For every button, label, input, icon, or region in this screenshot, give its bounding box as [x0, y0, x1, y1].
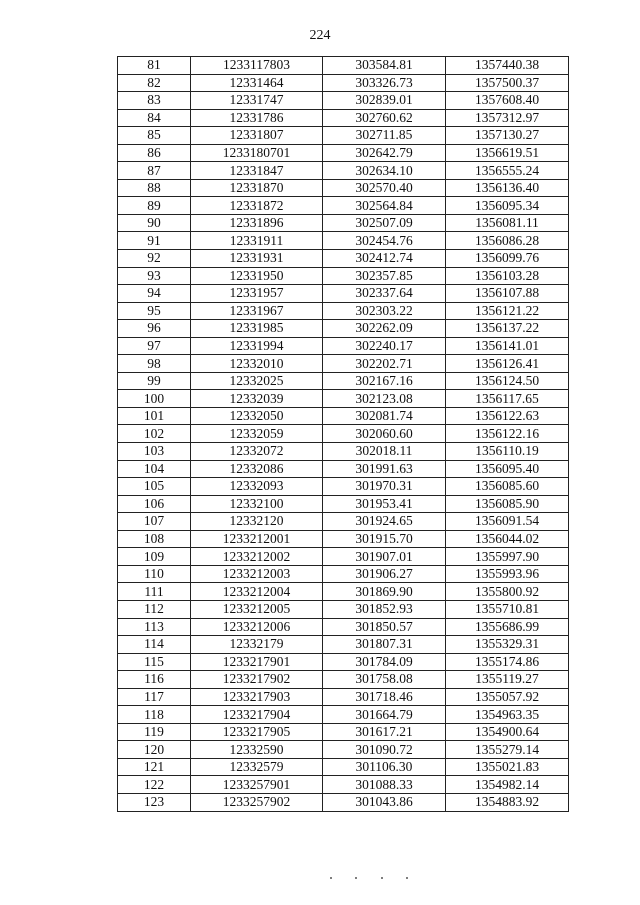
- point-id-cell: 1233257902: [191, 793, 323, 811]
- table-row: [118, 92, 569, 110]
- point-id-cell: 12331786: [191, 109, 323, 127]
- point-id-cell: 12331985: [191, 320, 323, 338]
- x-coordinate-cell: 302018.11: [323, 443, 446, 461]
- point-number-cell: 90: [118, 214, 191, 232]
- speckle: [406, 877, 408, 879]
- point-id-cell: 1233217901: [191, 653, 323, 671]
- point-id-cell: 12332120: [191, 513, 323, 531]
- x-coordinate-cell: 302570.40: [323, 179, 446, 197]
- table-row: [118, 706, 569, 724]
- point-id-cell: 12332039: [191, 390, 323, 408]
- point-id-cell: 12332093: [191, 478, 323, 496]
- table-row: [118, 636, 569, 654]
- table-row: [118, 337, 569, 355]
- table-row: [118, 214, 569, 232]
- point-number-cell: 96: [118, 320, 191, 338]
- point-number-cell: 84: [118, 109, 191, 127]
- x-coordinate-cell: 302202.71: [323, 355, 446, 373]
- table-row: [118, 179, 569, 197]
- y-coordinate-cell: 1357500.37: [446, 74, 569, 92]
- point-number-cell: 103: [118, 443, 191, 461]
- y-coordinate-cell: 1355997.90: [446, 548, 569, 566]
- y-coordinate-cell: 1354963.35: [446, 706, 569, 724]
- point-id-cell: 12331870: [191, 179, 323, 197]
- x-coordinate-cell: 301617.21: [323, 723, 446, 741]
- point-id-cell: 12331911: [191, 232, 323, 250]
- point-id-cell: 12331931: [191, 250, 323, 268]
- y-coordinate-cell: 1356085.90: [446, 495, 569, 513]
- point-number-cell: 106: [118, 495, 191, 513]
- point-number-cell: 114: [118, 636, 191, 654]
- point-id-cell: 1233212004: [191, 583, 323, 601]
- y-coordinate-cell: 1356099.76: [446, 250, 569, 268]
- point-number-cell: 85: [118, 127, 191, 145]
- point-number-cell: 108: [118, 530, 191, 548]
- x-coordinate-cell: 301043.86: [323, 793, 446, 811]
- x-coordinate-cell: 301924.65: [323, 513, 446, 531]
- y-coordinate-cell: 1355021.83: [446, 758, 569, 776]
- y-coordinate-cell: 1355329.31: [446, 636, 569, 654]
- point-id-cell: 12331957: [191, 285, 323, 303]
- x-coordinate-cell: 301850.57: [323, 618, 446, 636]
- x-coordinate-cell: 301088.33: [323, 776, 446, 794]
- y-coordinate-cell: 1356095.34: [446, 197, 569, 215]
- x-coordinate-cell: 302060.60: [323, 425, 446, 443]
- point-number-cell: 121: [118, 758, 191, 776]
- x-coordinate-cell: 302167.16: [323, 372, 446, 390]
- y-coordinate-cell: 1356103.28: [446, 267, 569, 285]
- x-coordinate-cell: 301915.70: [323, 530, 446, 548]
- point-number-cell: 95: [118, 302, 191, 320]
- point-id-cell: 12332086: [191, 460, 323, 478]
- y-coordinate-cell: 1354900.64: [446, 723, 569, 741]
- y-coordinate-cell: 1356141.01: [446, 337, 569, 355]
- point-number-cell: 119: [118, 723, 191, 741]
- table-row: [118, 267, 569, 285]
- y-coordinate-cell: 1356117.65: [446, 390, 569, 408]
- y-coordinate-cell: 1356126.41: [446, 355, 569, 373]
- table-row: [118, 250, 569, 268]
- point-id-cell: 12332059: [191, 425, 323, 443]
- coordinates-table: [117, 56, 569, 812]
- point-number-cell: 105: [118, 478, 191, 496]
- point-id-cell: 1233212002: [191, 548, 323, 566]
- point-id-cell: 1233217903: [191, 688, 323, 706]
- x-coordinate-cell: 302711.85: [323, 127, 446, 145]
- x-coordinate-cell: 301852.93: [323, 600, 446, 618]
- x-coordinate-cell: 302123.08: [323, 390, 446, 408]
- table-row: [118, 478, 569, 496]
- table-row: [118, 372, 569, 390]
- table-row: [118, 407, 569, 425]
- point-id-cell: 12331747: [191, 92, 323, 110]
- point-id-cell: 12332025: [191, 372, 323, 390]
- table-row: [118, 302, 569, 320]
- table-row: [118, 74, 569, 92]
- point-id-cell: 12332010: [191, 355, 323, 373]
- x-coordinate-cell: 301106.30: [323, 758, 446, 776]
- table-row: [118, 723, 569, 741]
- point-id-cell: 12331994: [191, 337, 323, 355]
- y-coordinate-cell: 1355279.14: [446, 741, 569, 759]
- point-id-cell: 1233212006: [191, 618, 323, 636]
- y-coordinate-cell: 1356110.19: [446, 443, 569, 461]
- y-coordinate-cell: 1354982.14: [446, 776, 569, 794]
- x-coordinate-cell: 301784.09: [323, 653, 446, 671]
- point-number-cell: 118: [118, 706, 191, 724]
- point-id-cell: 1233217902: [191, 671, 323, 689]
- table-row: [118, 495, 569, 513]
- x-coordinate-cell: 302357.85: [323, 267, 446, 285]
- point-number-cell: 116: [118, 671, 191, 689]
- y-coordinate-cell: 1356095.40: [446, 460, 569, 478]
- table-row: [118, 653, 569, 671]
- table-row: [118, 618, 569, 636]
- x-coordinate-cell: 302760.62: [323, 109, 446, 127]
- table-row: [118, 232, 569, 250]
- point-number-cell: 82: [118, 74, 191, 92]
- table-row: [118, 671, 569, 689]
- y-coordinate-cell: 1356122.16: [446, 425, 569, 443]
- point-number-cell: 117: [118, 688, 191, 706]
- table-row: [118, 513, 569, 531]
- y-coordinate-cell: 1357440.38: [446, 57, 569, 75]
- point-number-cell: 94: [118, 285, 191, 303]
- x-coordinate-cell: 302081.74: [323, 407, 446, 425]
- coordinates-table-body: [118, 57, 569, 812]
- point-number-cell: 120: [118, 741, 191, 759]
- point-id-cell: 1233180701: [191, 144, 323, 162]
- x-coordinate-cell: 301758.08: [323, 671, 446, 689]
- y-coordinate-cell: 1356137.22: [446, 320, 569, 338]
- point-number-cell: 104: [118, 460, 191, 478]
- point-id-cell: 12331967: [191, 302, 323, 320]
- point-number-cell: 86: [118, 144, 191, 162]
- table-row: [118, 320, 569, 338]
- x-coordinate-cell: 302303.22: [323, 302, 446, 320]
- speckle: [355, 877, 357, 879]
- point-id-cell: 12332050: [191, 407, 323, 425]
- point-number-cell: 87: [118, 162, 191, 180]
- point-id-cell: 1233217905: [191, 723, 323, 741]
- y-coordinate-cell: 1356619.51: [446, 144, 569, 162]
- table-row: [118, 285, 569, 303]
- table-row: [118, 162, 569, 180]
- y-coordinate-cell: 1356107.88: [446, 285, 569, 303]
- y-coordinate-cell: 1356081.11: [446, 214, 569, 232]
- x-coordinate-cell: 301991.63: [323, 460, 446, 478]
- y-coordinate-cell: 1355686.99: [446, 618, 569, 636]
- point-number-cell: 113: [118, 618, 191, 636]
- y-coordinate-cell: 1356555.24: [446, 162, 569, 180]
- point-id-cell: 1233217904: [191, 706, 323, 724]
- y-coordinate-cell: 1357312.97: [446, 109, 569, 127]
- table-row: [118, 776, 569, 794]
- point-number-cell: 123: [118, 793, 191, 811]
- table-row: [118, 565, 569, 583]
- point-number-cell: 81: [118, 57, 191, 75]
- point-number-cell: 110: [118, 565, 191, 583]
- y-coordinate-cell: 1354883.92: [446, 793, 569, 811]
- x-coordinate-cell: 301953.41: [323, 495, 446, 513]
- y-coordinate-cell: 1356124.50: [446, 372, 569, 390]
- point-number-cell: 112: [118, 600, 191, 618]
- y-coordinate-cell: 1356121.22: [446, 302, 569, 320]
- x-coordinate-cell: 301090.72: [323, 741, 446, 759]
- table-row: [118, 443, 569, 461]
- table-row: [118, 758, 569, 776]
- table-row: [118, 583, 569, 601]
- x-coordinate-cell: 301970.31: [323, 478, 446, 496]
- x-coordinate-cell: 302642.79: [323, 144, 446, 162]
- point-number-cell: 101: [118, 407, 191, 425]
- y-coordinate-cell: 1356122.63: [446, 407, 569, 425]
- point-number-cell: 100: [118, 390, 191, 408]
- table-row: [118, 548, 569, 566]
- point-id-cell: 12331950: [191, 267, 323, 285]
- point-number-cell: 83: [118, 92, 191, 110]
- point-number-cell: 102: [118, 425, 191, 443]
- x-coordinate-cell: 301807.31: [323, 636, 446, 654]
- y-coordinate-cell: 1356091.54: [446, 513, 569, 531]
- y-coordinate-cell: 1355057.92: [446, 688, 569, 706]
- point-number-cell: 111: [118, 583, 191, 601]
- point-id-cell: 12332179: [191, 636, 323, 654]
- point-id-cell: 1233212003: [191, 565, 323, 583]
- y-coordinate-cell: 1355710.81: [446, 600, 569, 618]
- y-coordinate-cell: 1355119.27: [446, 671, 569, 689]
- table-row: [118, 109, 569, 127]
- x-coordinate-cell: 302507.09: [323, 214, 446, 232]
- table-row: [118, 57, 569, 75]
- table-row: [118, 390, 569, 408]
- y-coordinate-cell: 1356085.60: [446, 478, 569, 496]
- table-row: [118, 127, 569, 145]
- y-coordinate-cell: 1355174.86: [446, 653, 569, 671]
- x-coordinate-cell: 302240.17: [323, 337, 446, 355]
- point-id-cell: 12332590: [191, 741, 323, 759]
- x-coordinate-cell: 301869.90: [323, 583, 446, 601]
- x-coordinate-cell: 301907.01: [323, 548, 446, 566]
- point-number-cell: 89: [118, 197, 191, 215]
- y-coordinate-cell: 1357608.40: [446, 92, 569, 110]
- point-number-cell: 109: [118, 548, 191, 566]
- point-id-cell: 12332072: [191, 443, 323, 461]
- x-coordinate-cell: 301664.79: [323, 706, 446, 724]
- x-coordinate-cell: 302454.76: [323, 232, 446, 250]
- x-coordinate-cell: 301906.27: [323, 565, 446, 583]
- point-id-cell: 12331896: [191, 214, 323, 232]
- table-row: [118, 688, 569, 706]
- point-id-cell: 12332100: [191, 495, 323, 513]
- point-id-cell: 12331807: [191, 127, 323, 145]
- point-number-cell: 107: [118, 513, 191, 531]
- point-id-cell: 1233212001: [191, 530, 323, 548]
- table-row: [118, 144, 569, 162]
- y-coordinate-cell: 1355800.92: [446, 583, 569, 601]
- x-coordinate-cell: 302337.64: [323, 285, 446, 303]
- table-row: [118, 793, 569, 811]
- point-id-cell: 12331847: [191, 162, 323, 180]
- point-number-cell: 122: [118, 776, 191, 794]
- x-coordinate-cell: 302564.84: [323, 197, 446, 215]
- x-coordinate-cell: 302262.09: [323, 320, 446, 338]
- x-coordinate-cell: 302634.10: [323, 162, 446, 180]
- x-coordinate-cell: 303584.81: [323, 57, 446, 75]
- table-row: [118, 460, 569, 478]
- table-row: [118, 425, 569, 443]
- point-number-cell: 115: [118, 653, 191, 671]
- page-number: 224: [309, 28, 331, 43]
- speckle: [381, 877, 383, 879]
- y-coordinate-cell: 1355993.96: [446, 565, 569, 583]
- scan-speckles: [0, 877, 640, 883]
- point-id-cell: 12331872: [191, 197, 323, 215]
- point-number-cell: 91: [118, 232, 191, 250]
- x-coordinate-cell: 302412.74: [323, 250, 446, 268]
- table-row: [118, 355, 569, 373]
- point-number-cell: 88: [118, 179, 191, 197]
- y-coordinate-cell: 1356086.28: [446, 232, 569, 250]
- table-row: [118, 197, 569, 215]
- x-coordinate-cell: 302839.01: [323, 92, 446, 110]
- x-coordinate-cell: 303326.73: [323, 74, 446, 92]
- point-id-cell: 1233117803: [191, 57, 323, 75]
- point-id-cell: 12331464: [191, 74, 323, 92]
- table-row: [118, 741, 569, 759]
- table-row: [118, 530, 569, 548]
- table-row: [118, 600, 569, 618]
- point-number-cell: 97: [118, 337, 191, 355]
- point-number-cell: 92: [118, 250, 191, 268]
- point-number-cell: 99: [118, 372, 191, 390]
- y-coordinate-cell: 1356044.02: [446, 530, 569, 548]
- point-id-cell: 1233212005: [191, 600, 323, 618]
- point-number-cell: 98: [118, 355, 191, 373]
- point-number-cell: 93: [118, 267, 191, 285]
- y-coordinate-cell: 1356136.40: [446, 179, 569, 197]
- x-coordinate-cell: 301718.46: [323, 688, 446, 706]
- y-coordinate-cell: 1357130.27: [446, 127, 569, 145]
- speckle: [330, 877, 332, 879]
- point-id-cell: 12332579: [191, 758, 323, 776]
- point-id-cell: 1233257901: [191, 776, 323, 794]
